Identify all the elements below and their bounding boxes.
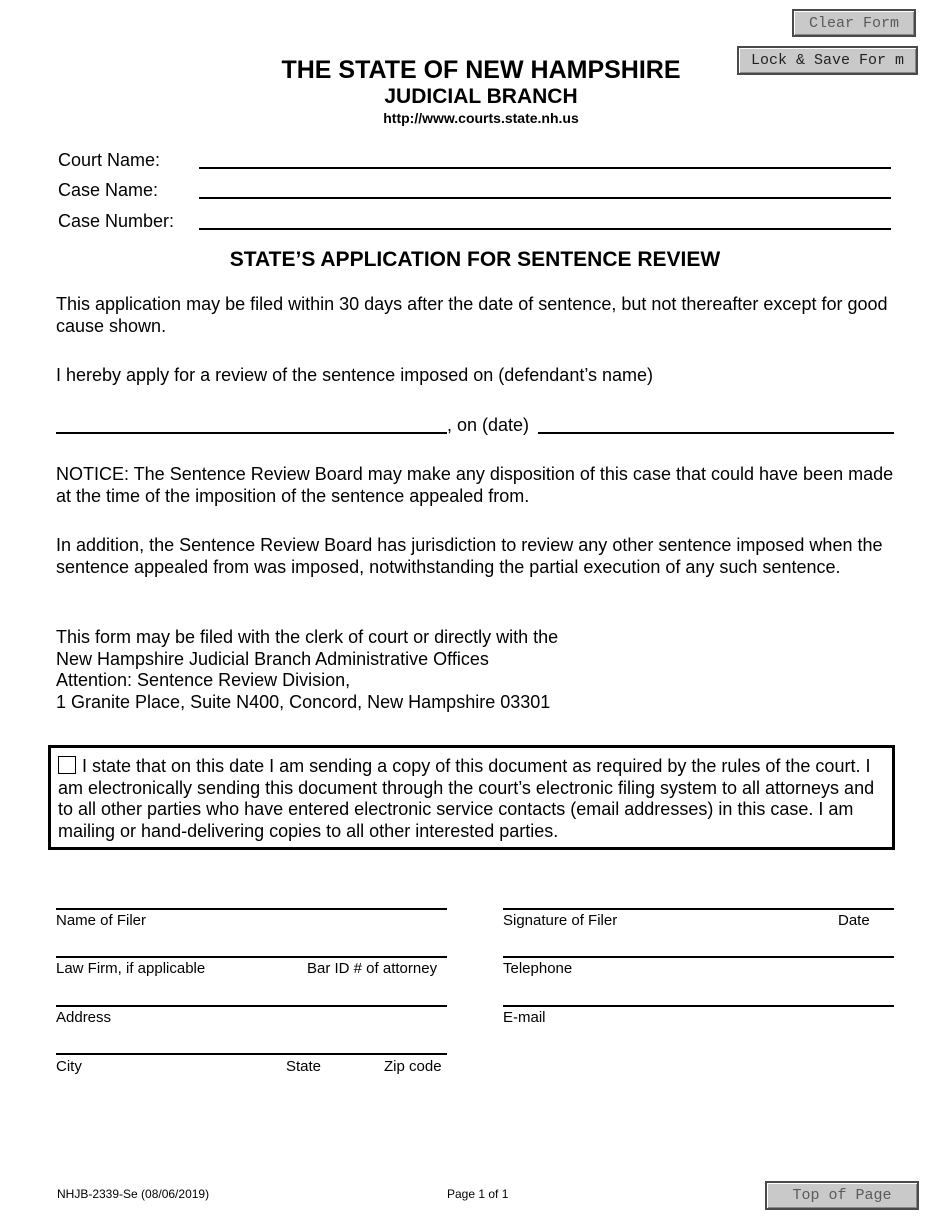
address-label: Address [56, 1009, 112, 1026]
branch-heading: JUDICIAL BRANCH [384, 85, 578, 108]
certification-checkbox[interactable] [58, 756, 76, 774]
case-name-label: Case Name: [58, 180, 159, 200]
date-label: Date [838, 912, 870, 929]
state-heading: THE STATE OF NEW HAMPSHIRE [281, 56, 681, 84]
certification-paragraph [58, 756, 886, 842]
telephone-label: Telephone [503, 960, 573, 977]
law-firm-label: Law Firm, if applicable [56, 960, 206, 977]
bar-id-label: Bar ID # of attorney [307, 960, 438, 977]
page-number: Page 1 of 1 [447, 1187, 509, 1201]
address-line: Attention: Sentence Review Division, [56, 670, 351, 690]
filing-address [56, 627, 896, 713]
apply-statement-text: I hereby apply for a review of the sentence imposed on (defendant’s name) [56, 365, 654, 385]
certification-box [48, 745, 895, 850]
email-label: E-mail [503, 1009, 546, 1026]
on-date-label: , on (date) [447, 415, 530, 435]
state-label: State [286, 1058, 322, 1075]
signature-field[interactable] [503, 908, 894, 910]
city-state-zip-field[interactable] [56, 1053, 447, 1055]
defendant-name-field[interactable] [56, 432, 447, 434]
city-label: City [56, 1058, 82, 1075]
address-line: New Hampshire Judicial Branch Administrative Offices [56, 648, 489, 669]
law-firm-field[interactable] [56, 956, 447, 958]
clear-form-button[interactable]: Clear Form [792, 9, 916, 37]
telephone-field[interactable] [503, 956, 894, 958]
jurisdiction-text: In addition, the Sentence Review Board has jurisdiction to review any other sentence imposed when the sentence appealed from was imposed, notwithstanding the partial execution of any such sentence. [56, 535, 883, 577]
address-field[interactable] [56, 1005, 447, 1007]
signature-label: Signature of Filer [503, 912, 618, 929]
court-name-field[interactable] [199, 167, 891, 169]
email-field[interactable] [503, 1005, 894, 1007]
notice-text: NOTICE: The Sentence Review Board may make any disposition of this case that could have been made at the time of the imposition of the sentence appealed from. [56, 464, 894, 506]
address-line: This form may be filed with the clerk of court or directly with the [56, 627, 559, 647]
sentence-date-field[interactable] [538, 432, 894, 434]
website-url: http://www.courts.state.nh.us [383, 110, 579, 126]
certification-text: I state that on this date I am sending a copy of this document as required by the rules of the court. I am electronically sending this document through the court’s electronic filing system to all attorneys and to all other parties who have entered electronic service contacts (email addresses) in this case. I am mailing or hand-delivering copies to all other interested parties. [58, 756, 875, 841]
case-name-field[interactable] [199, 197, 891, 199]
zip-code-label: Zip code [384, 1058, 442, 1075]
form-id: NHJB-2339-Se (08/06/2019) [57, 1187, 210, 1201]
case-number-label: Case Number: [58, 211, 175, 231]
top-of-page-button[interactable]: Top of Page [765, 1181, 919, 1210]
name-of-filer-label: Name of Filer [56, 912, 147, 929]
form-title: STATE’S APPLICATION FOR SENTENCE REVIEW [229, 248, 721, 271]
court-name-label: Court Name: [58, 150, 161, 170]
case-number-field[interactable] [199, 228, 891, 230]
address-line: 1 Granite Place, Suite N400, Concord, New Hampshire 03301 [56, 691, 551, 712]
lock-save-form-button[interactable]: Lock & Save For m [737, 46, 918, 75]
name-of-filer-field[interactable] [56, 908, 447, 910]
filing-period-text: This application may be filed within 30 days after the date of sentence, but not thereafter except for good cause shown. [56, 294, 888, 336]
